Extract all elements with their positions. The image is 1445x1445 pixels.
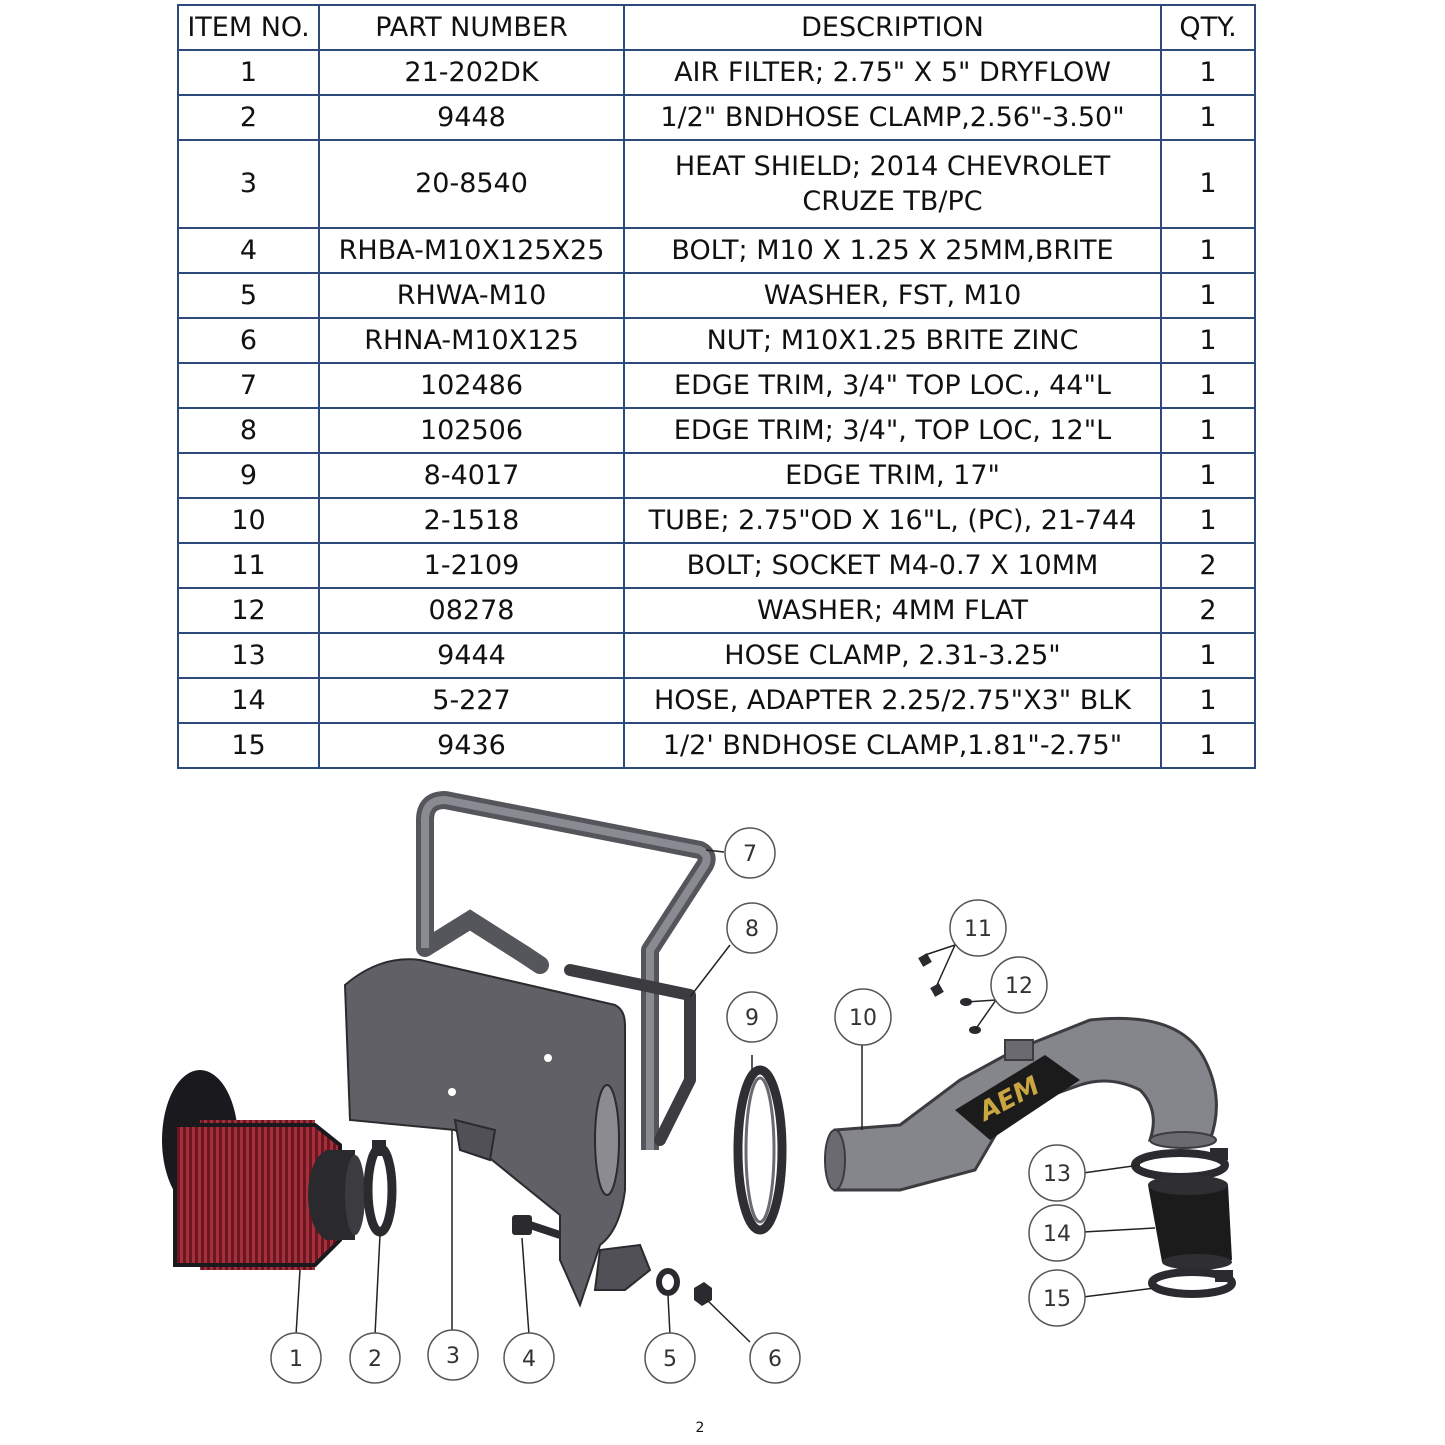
hose-clamp-13-part (1135, 1148, 1228, 1177)
callout-3 (428, 1330, 478, 1380)
svg-text:1: 1 (289, 1347, 303, 1372)
cell-part: 08278 (319, 588, 624, 633)
header-part-number: PART NUMBER (319, 5, 624, 50)
table-row (178, 363, 1255, 408)
svg-text:5: 5 (663, 1347, 677, 1372)
cell-desc: BOLT; SOCKET M4-0.7 X 10MM (624, 543, 1161, 588)
intake-tube-part (825, 1018, 1216, 1190)
cell-part: 102506 (319, 408, 624, 453)
callout-6 (750, 1333, 800, 1383)
callout-7 (725, 828, 775, 878)
cell-qty: 1 (1161, 723, 1255, 768)
cell-qty: 1 (1161, 633, 1255, 678)
hose-adapter-part (1148, 1175, 1232, 1270)
hose-clamp-part (368, 1140, 392, 1232)
cell-qty: 1 (1161, 140, 1255, 228)
cell-item: 7 (178, 363, 319, 408)
cell-item: 10 (178, 498, 319, 543)
svg-text:11: 11 (964, 917, 992, 942)
cell-desc: AIR FILTER; 2.75" X 5" DRYFLOW (624, 50, 1161, 95)
table-row (178, 408, 1255, 453)
cell-part: 8-4017 (319, 453, 624, 498)
cell-desc: TUBE; 2.75"OD X 16"L, (PC), 21-744 (624, 498, 1161, 543)
cell-qty: 1 (1161, 50, 1255, 95)
cell-part: 21-202DK (319, 50, 624, 95)
cell-qty: 1 (1161, 363, 1255, 408)
callout-9 (727, 992, 777, 1042)
table-row (178, 95, 1255, 140)
callout-2 (350, 1333, 400, 1383)
svg-text:13: 13 (1043, 1162, 1071, 1187)
table-row (178, 140, 1255, 228)
edge-trim-ring-part (738, 1070, 782, 1230)
cell-item: 9 (178, 453, 319, 498)
cell-item: 11 (178, 543, 319, 588)
header-description: DESCRIPTION (624, 5, 1161, 50)
cell-desc: EDGE TRIM; 3/4", TOP LOC, 12"L (624, 408, 1161, 453)
callout-15 (1029, 1270, 1085, 1326)
cell-desc: HOSE, ADAPTER 2.25/2.75"X3" BLK (624, 678, 1161, 723)
cell-item: 1 (178, 50, 319, 95)
callout-5 (645, 1333, 695, 1383)
cell-part: 1-2109 (319, 543, 624, 588)
callout-12 (991, 957, 1047, 1013)
cell-qty: 1 (1161, 273, 1255, 318)
header-qty: QTY. (1161, 5, 1255, 50)
table-row (178, 273, 1255, 318)
washer-part (659, 1271, 677, 1293)
cell-part: 9436 (319, 723, 624, 768)
svg-text:3: 3 (446, 1344, 460, 1369)
svg-text:7: 7 (743, 842, 757, 867)
cell-part: 9448 (319, 95, 624, 140)
exploded-parts-diagram (0, 780, 1445, 1410)
cell-qty: 1 (1161, 678, 1255, 723)
callout-11 (950, 900, 1006, 956)
cell-item: 13 (178, 633, 319, 678)
cell-part: 9444 (319, 633, 624, 678)
cell-part: 20-8540 (319, 140, 624, 228)
table-row (178, 678, 1255, 723)
cell-item: 5 (178, 273, 319, 318)
cell-desc: 1/2' BNDHOSE CLAMP,1.81"-2.75" (624, 723, 1161, 768)
table-row (178, 588, 1255, 633)
cell-desc: HEAT SHIELD; 2014 CHEVROLET CRUZE TB/PC (624, 140, 1161, 228)
cell-item: 2 (178, 95, 319, 140)
callout-1 (271, 1333, 321, 1383)
hose-clamp-15-part (1152, 1270, 1233, 1294)
cell-item: 14 (178, 678, 319, 723)
cell-part: 5-227 (319, 678, 624, 723)
header-item-no: ITEM NO. (178, 5, 319, 50)
svg-text:4: 4 (522, 1347, 536, 1372)
page-number: 2 (695, 1420, 705, 1436)
table-row (178, 543, 1255, 588)
cell-item: 3 (178, 140, 319, 228)
cell-desc: WASHER, FST, M10 (624, 273, 1161, 318)
cell-desc: WASHER; 4MM FLAT (624, 588, 1161, 633)
cell-qty: 2 (1161, 588, 1255, 633)
table-row (178, 633, 1255, 678)
svg-text:12: 12 (1005, 974, 1033, 999)
cell-desc: 1/2" BNDHOSE CLAMP,2.56"-3.50" (624, 95, 1161, 140)
table-row (178, 453, 1255, 498)
callout-10 (835, 989, 891, 1045)
socket-bolt-part (918, 953, 944, 997)
callout-8 (727, 903, 777, 953)
cell-part: RHBA-M10X125X25 (319, 228, 624, 273)
callout-13 (1029, 1145, 1085, 1201)
heat-shield-part (345, 959, 650, 1305)
cell-desc: HOSE CLAMP, 2.31-3.25" (624, 633, 1161, 678)
table-row (178, 50, 1255, 95)
aem-logo-text: AEM (974, 1070, 1045, 1128)
parts-table (177, 4, 1256, 769)
table-row (178, 228, 1255, 273)
svg-text:14: 14 (1043, 1222, 1071, 1247)
cell-qty: 2 (1161, 543, 1255, 588)
cell-desc: BOLT; M10 X 1.25 X 25MM,BRITE (624, 228, 1161, 273)
cell-part: RHNA-M10X125 (319, 318, 624, 363)
cell-desc: EDGE TRIM, 3/4" TOP LOC., 44"L (624, 363, 1161, 408)
cell-item: 15 (178, 723, 319, 768)
cell-qty: 1 (1161, 453, 1255, 498)
cell-item: 12 (178, 588, 319, 633)
cell-item: 8 (178, 408, 319, 453)
svg-text:9: 9 (745, 1006, 759, 1031)
callout-4 (504, 1333, 554, 1383)
small-washer-part (960, 998, 981, 1034)
cell-qty: 1 (1161, 408, 1255, 453)
table-row (178, 723, 1255, 768)
cell-part: RHWA-M10 (319, 273, 624, 318)
cell-part: 2-1518 (319, 498, 624, 543)
table-header-row (178, 5, 1255, 50)
cell-item: 6 (178, 318, 319, 363)
cell-qty: 1 (1161, 95, 1255, 140)
cell-desc: EDGE TRIM, 17" (624, 453, 1161, 498)
cell-qty: 1 (1161, 228, 1255, 273)
svg-text:2: 2 (368, 1347, 382, 1372)
cell-desc: NUT; M10X1.25 BRITE ZINC (624, 318, 1161, 363)
cell-qty: 1 (1161, 498, 1255, 543)
air-filter-part (162, 1070, 365, 1270)
callout-14 (1029, 1205, 1085, 1261)
cell-qty: 1 (1161, 318, 1255, 363)
cell-part: 102486 (319, 363, 624, 408)
table-row (178, 498, 1255, 543)
svg-text:15: 15 (1043, 1287, 1071, 1312)
bolt-part (512, 1215, 560, 1235)
table-row (178, 318, 1255, 363)
svg-text:8: 8 (745, 917, 759, 942)
svg-text:10: 10 (849, 1006, 877, 1031)
cell-item: 4 (178, 228, 319, 273)
svg-text:6: 6 (768, 1347, 782, 1372)
